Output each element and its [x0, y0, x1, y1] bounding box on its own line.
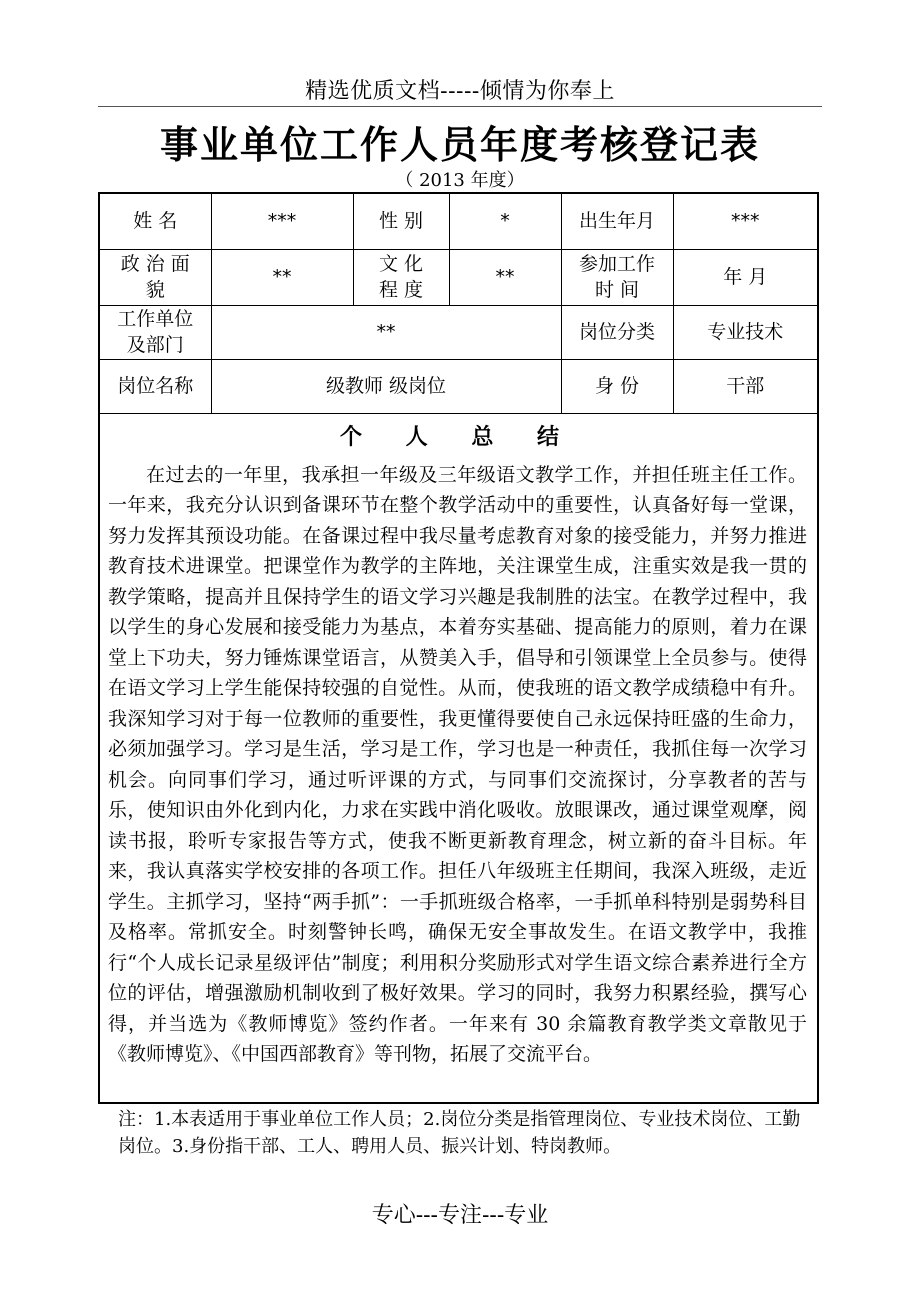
political-value: ** [211, 249, 353, 305]
position-value: 级教师 级岗位 [211, 359, 561, 413]
education-label: 文 化 程 度 [353, 249, 449, 305]
unit-value: ** [211, 305, 561, 359]
work-start-label: 参加工作时 间 [561, 249, 673, 305]
summary-heading: 个 人 总 结 [340, 423, 577, 450]
summary-body: 在过去的一年里，我承担一年级及三年级语文教学工作，并担任班主任工作。一年来，我充分认识到备课环节在整个教学活动中的重要性，认真备好每一堂课，努力发挥其预设功能。在备课过程中我尽量考虑教育对象的接受能力，并努力推进教育技术进课堂。把课堂作为教学的主阵地，关注课堂生成，注重实效是我一贯的教学策略，提高并且保持学生的语文学习兴趣是我制胜的法宝。在教学过程中，我以学生的身心发展和接受能力为基点，本着夯实基础、提高能力的原则，着力在课堂上下功夫，努力锤炼课堂语言，从赞美入手，倡导和引领课堂上全员参与。使得在语文学习上学生能保持较强的自觉性。从而，使我班的语文教学成绩稳中有升。我深知学习对于每一位教师的重要性，我更懂得要使自己永远保持旺盛的生命力，必须加强学习。学习是生活，学习是工作，学习也是一种责任，我抓住每一次学习机会。向同事们学习，通过听评课的方式，与同事们交流探讨，分享教者的苦与乐，使知识由外化到内化，力求在实践中消化吸收。放眼课改，通过课堂观摩，阅读书报，聆听专家报告等方式，使我不断更新教育理念，树立新的奋斗目标。年来，我认真落实学校安排的各项工作。担任八年级班主任期间，我深入班级，走近学生。主抓学习，坚持“两手抓”：一手抓班级合格率，一手抓单科特别是弱势科目及格率。常抓安全。时刻警钟长鸣，确保无安全事故发生。在语文教学中，我推行“个人成长记录星级评估”制度；利用积分奖励形式对学生语文综合素养进行全方位的评估，增强激励机制收到了极好效果。学习的同时，我努力积累经验，撰写心得，并当选为《教师博览》签约作者。一年来有 30 余篇教育教学类文章散见于《教师博览》、《中国西部教育》等刊物，拓展了交流平台。 [108, 463, 807, 1065]
registration-table [98, 192, 819, 1104]
category-label: 岗位分类 [561, 305, 673, 359]
unit-label: 工作单位及部门 [99, 305, 211, 359]
education-value: ** [449, 249, 561, 305]
birth-label: 出生年月 [561, 193, 673, 249]
document-footer: 专心---专注---专业 [371, 1203, 549, 1228]
work-start-value: 年 月 [673, 249, 818, 305]
political-label: 政 治 面 貌 [99, 249, 211, 305]
gender-label: 性 别 [353, 193, 449, 249]
header-rule [98, 106, 822, 107]
form-title: 事业单位工作人员年度考核登记表 [159, 123, 760, 167]
form-note: 注：1.本表适用于事业单位工作人员；2.岗位分类是指管理岗位、专业技术岗位、工勤岗位。3.身份指干部、工人、聘用人员、振兴计划、特岗教师。 [118, 1109, 801, 1157]
position-label: 岗位名称 [99, 359, 211, 413]
name-label: 姓 名 [99, 193, 211, 249]
identity-value: 干部 [673, 359, 818, 413]
name-value: *** [211, 193, 353, 249]
gender-value: * [449, 193, 561, 249]
summary-section [99, 413, 818, 1103]
form-year: （ 2013 年度） [395, 170, 525, 191]
document-header: 精选优质文档-----倾情为你奉上 [305, 79, 615, 104]
category-value: 专业技术 [673, 305, 818, 359]
birth-value: *** [673, 193, 818, 249]
identity-label: 身 份 [561, 359, 673, 413]
